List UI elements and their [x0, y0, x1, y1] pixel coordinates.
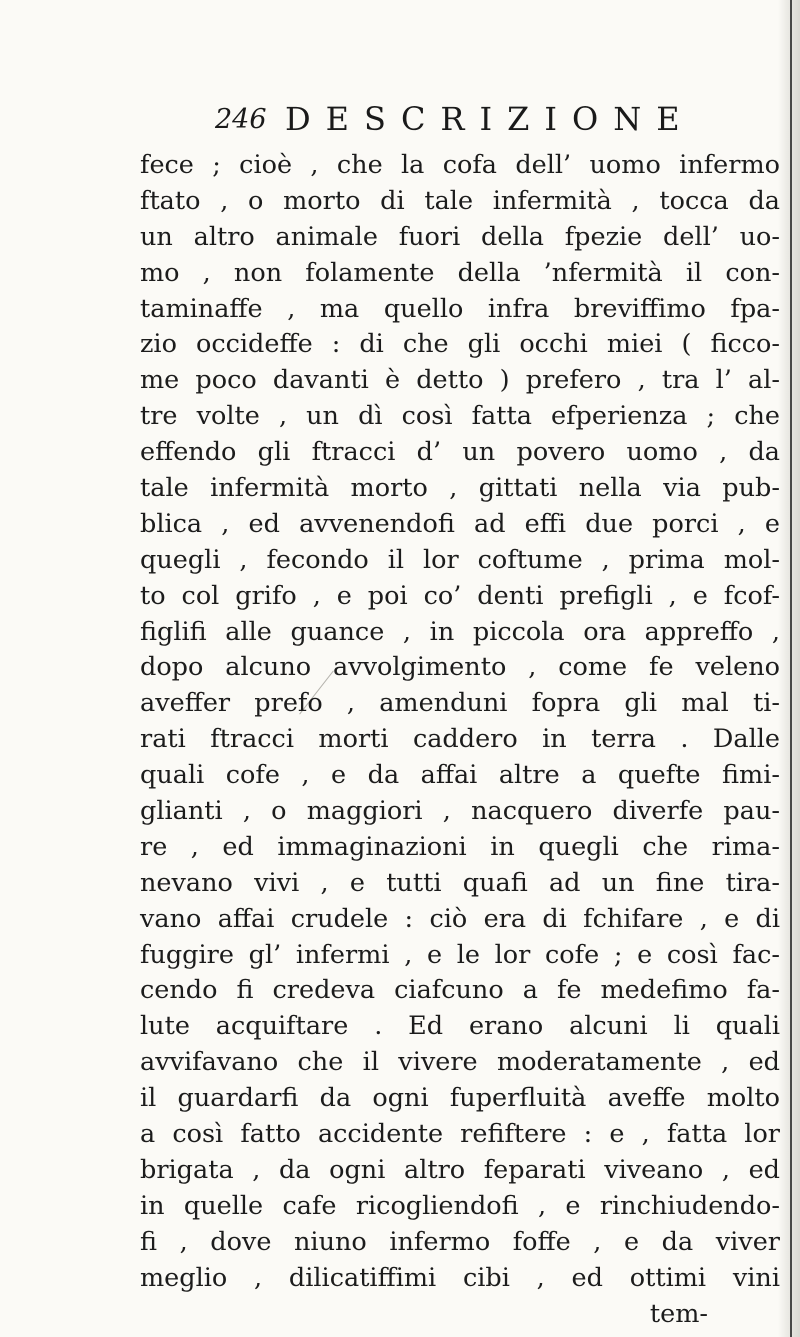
- page-edge-shadow: [778, 0, 800, 1337]
- text-line: me poco davanti è detto ) prefero , tra l’ al-: [140, 365, 780, 396]
- text-line: zio occideffe : di che gli occhi miei ( ficco-: [140, 329, 780, 360]
- text-line: rati ftracci morti caddero in terra . Dalle: [140, 724, 780, 755]
- text-line: quegli , fecondo il lor coftume , prima mol-: [140, 544, 780, 575]
- text-line: quali cofe , e da affai altre a quefte fimi-: [140, 760, 780, 791]
- page-header: [215, 100, 695, 150]
- text-line: fi , dove niuno infermo foffe , e da viver: [140, 1226, 780, 1257]
- text-line: glianti , o maggiori , nacquero diverfe pau-: [140, 796, 780, 827]
- text-line: dopo alcuno avvolgimento , come fe veleno: [140, 652, 780, 683]
- text-line: re , ed immaginazioni in quegli che rima-: [140, 831, 780, 862]
- text-line: nevano vivi , e tutti quafi ad un fine tira-: [140, 867, 780, 898]
- text-line: tre volte , un dì così fatta efperienza ; che: [140, 401, 780, 432]
- text-line: fece ; cioè , che la cofa dell’ uomo infermo: [140, 150, 780, 180]
- text-line: a così fatto accidente refiftere : e , fatta lor: [140, 1119, 780, 1150]
- text-line: brigata , da ogni altro feparati viveano , ed: [140, 1154, 780, 1185]
- catchword: tem-: [649, 1298, 708, 1329]
- page-number: 246: [215, 104, 267, 135]
- text-line: meglio , dilicatiffimi cibi , ed ottimi vini: [140, 1262, 780, 1293]
- running-title: DESCRIZIONE: [285, 100, 695, 138]
- text-line: to col grifo , e poi co’ denti prefigli , e fcof-: [140, 580, 780, 611]
- text-line: aveffer prefo , amenduni fopra gli mal ti-: [140, 688, 780, 719]
- text-line: figlifi alle guance , in piccola ora appreffo ,: [140, 616, 780, 647]
- text-line: fuggire gl’ infermi , e le lor cofe ; e così fac-: [140, 939, 780, 970]
- text-line: cendo fi credeva ciafcuno a fe medefimo fa-: [140, 975, 780, 1006]
- text-line: taminaffe , ma quello infra breviffimo fpa-: [140, 293, 780, 324]
- text-line: vano affai crudele : ciò era di fchifare , e di: [140, 903, 780, 934]
- body-text: [140, 148, 780, 1332]
- text-line: avvifavano che il vivere moderatamente , ed: [140, 1047, 780, 1078]
- text-line: tale infermità morto , gittati nella via pub-: [140, 473, 780, 504]
- text-line: effendo gli ftracci d’ un povero uomo , da: [140, 437, 780, 468]
- page-edge-line: [790, 0, 792, 1337]
- text-line: ftato , o morto di tale infermità , tocca da: [140, 185, 780, 216]
- text-line: lute acquiftare . Ed erano alcuni li quali: [140, 1011, 780, 1042]
- text-line: il guardarfi da ogni fuperfluità aveffe molto: [140, 1083, 780, 1114]
- text-line: blica , ed avvenendofi ad effi due porci , e: [140, 508, 780, 539]
- text-line: un altro animale fuori della fpezie dell’ uo-: [140, 221, 780, 252]
- text-line: in quelle cafe ricogliendofi , e rinchiudendo-: [140, 1190, 780, 1221]
- text-line: mo , non folamente della ’nfermità il con-: [140, 257, 780, 288]
